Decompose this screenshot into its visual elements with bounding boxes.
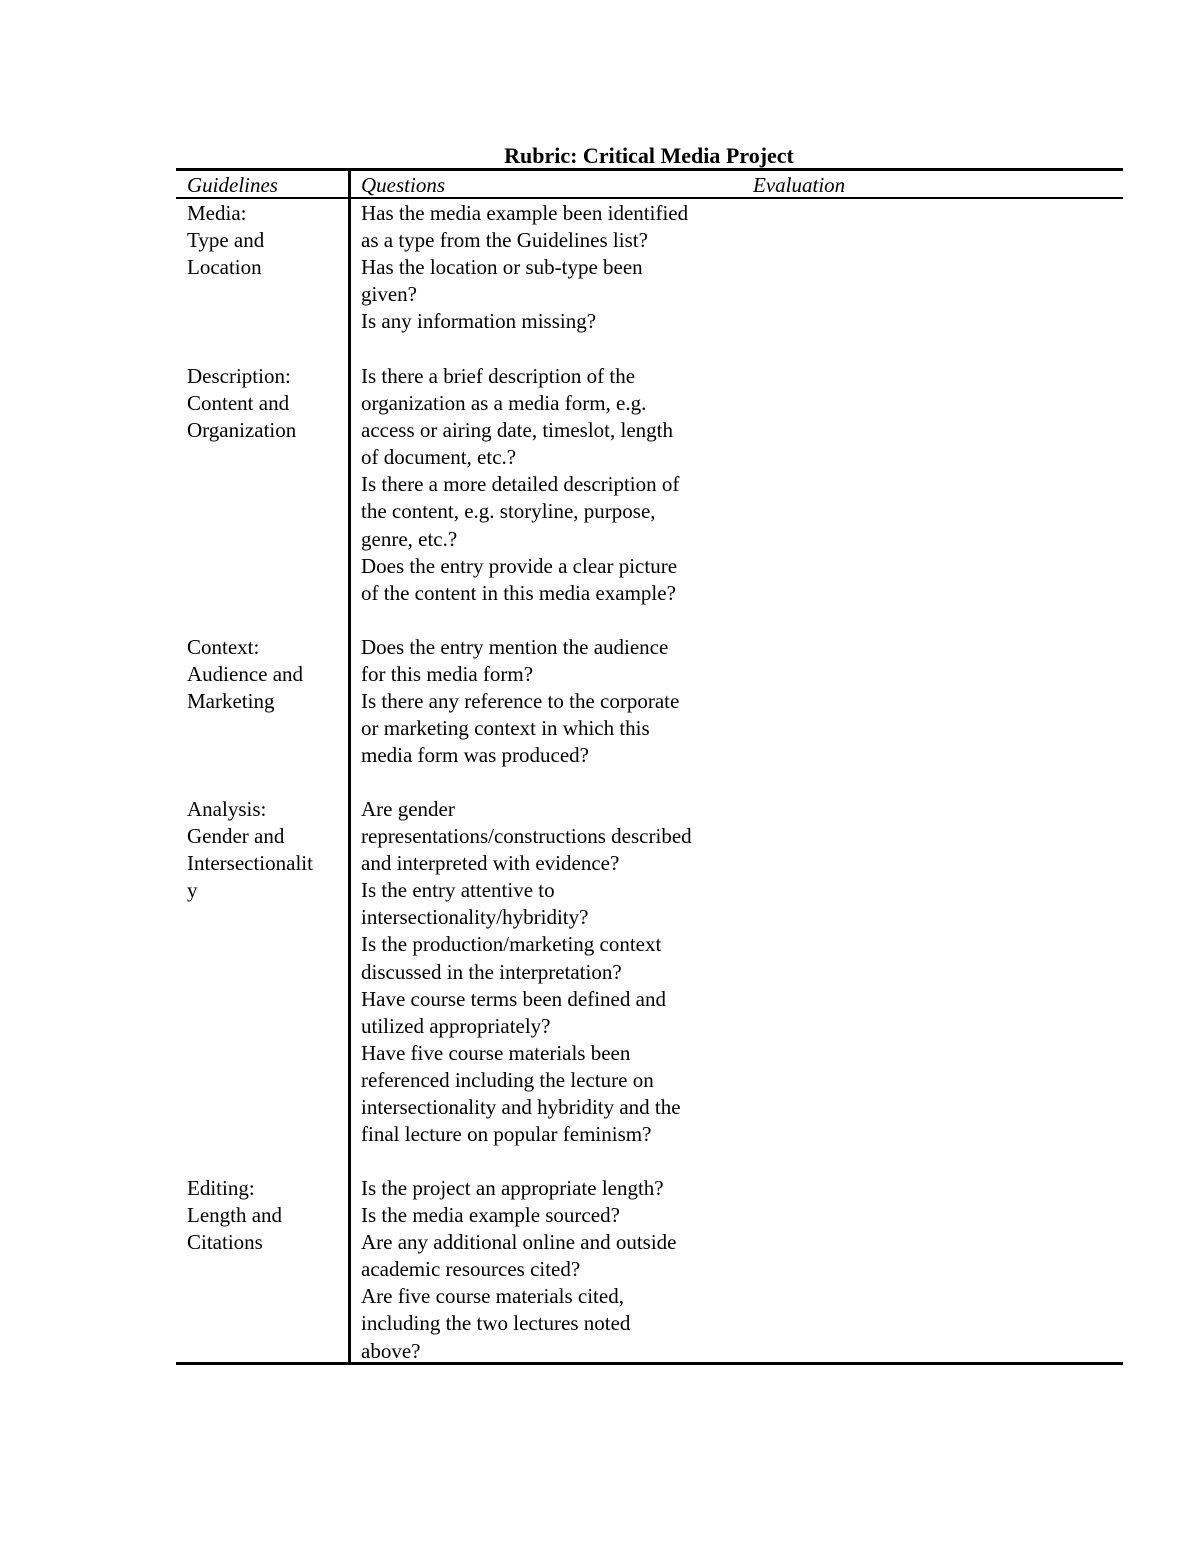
question-line: Is the media example sourced? [361,1203,620,1228]
question-line: intersectionality and hybridity and the [361,1095,681,1120]
question-line: media form was produced? [361,743,589,768]
question-line: Is there any reference to the corporate [361,689,680,714]
question-line: Are five course materials cited, [361,1284,624,1309]
question-line: Does the entry provide a clear picture [361,553,678,578]
guideline-cell: Media: Type and Location [187,201,265,279]
question-line: the content, e.g. storyline, purpose, [361,499,656,524]
questions-cell [361,796,751,1148]
question-line: academic resources cited? [361,1257,581,1282]
table-column-divider [348,170,351,1364]
question-line: or marketing context in which this [361,716,650,741]
guideline-cell: Analysis: Gender and Intersectionalit y [187,797,313,902]
question-line: Is there a brief description of the [361,364,636,388]
question-line: Has the location or sub-type been [361,255,643,280]
header-evaluation: Evaluation [753,173,846,197]
table-header-border [176,197,1123,199]
question-line: of document, etc.? [361,445,517,470]
question-line: given? [361,282,417,307]
question-line: Have five course materials been [361,1040,631,1065]
question-line: Are gender [361,797,455,821]
guideline-cell: Context: Audience and Marketing [187,635,304,713]
question-line: genre, etc.? [361,526,458,551]
question-line: representations/constructions described [361,824,692,849]
question-line: and interpreted with evidence? [361,851,620,876]
document-title: Rubric: Critical Media Project [504,143,794,168]
header-questions: Questions [361,173,445,197]
question-line: Does the entry mention the audience [361,635,669,659]
question-line: utilized appropriately? [361,1013,551,1038]
question-line: access or airing date, timeslot, length [361,418,673,443]
question-line: discussed in the interpretation? [361,959,622,984]
question-line: Have course terms been defined and [361,986,666,1011]
question-line: Is there a more detailed description of [361,472,680,497]
question-line: intersectionality/hybridity? [361,905,589,930]
question-line: Has the media example been identified [361,201,689,225]
questions-cell [361,200,751,335]
table-top-border [176,168,1123,171]
question-line: Are any additional online and outside [361,1230,677,1255]
question-line: of the content in this media example? [361,580,676,605]
question-line: referenced including the lecture on [361,1067,654,1092]
question-line: final lecture on popular feminism? [361,1122,652,1147]
questions-cell [361,634,751,769]
question-line: as a type from the Guidelines list? [361,228,648,253]
guideline-cell: Editing: Length and Citations [187,1176,283,1254]
question-line: including the two lectures noted [361,1311,631,1336]
question-line: Is the project an appropriate length? [361,1176,664,1200]
question-line: above? [361,1338,421,1363]
question-line: for this media form? [361,662,534,687]
guideline-cell: Description: Content and Organization [187,364,297,442]
header-guidelines: Guidelines [187,173,278,197]
question-line: organization as a media form, e.g. [361,391,647,416]
question-line: Is the entry attentive to [361,878,555,903]
question-line: Is the production/marketing context [361,932,662,957]
question-line: Is any information missing? [361,309,597,334]
questions-cell [361,1175,751,1365]
questions-cell [361,363,751,607]
